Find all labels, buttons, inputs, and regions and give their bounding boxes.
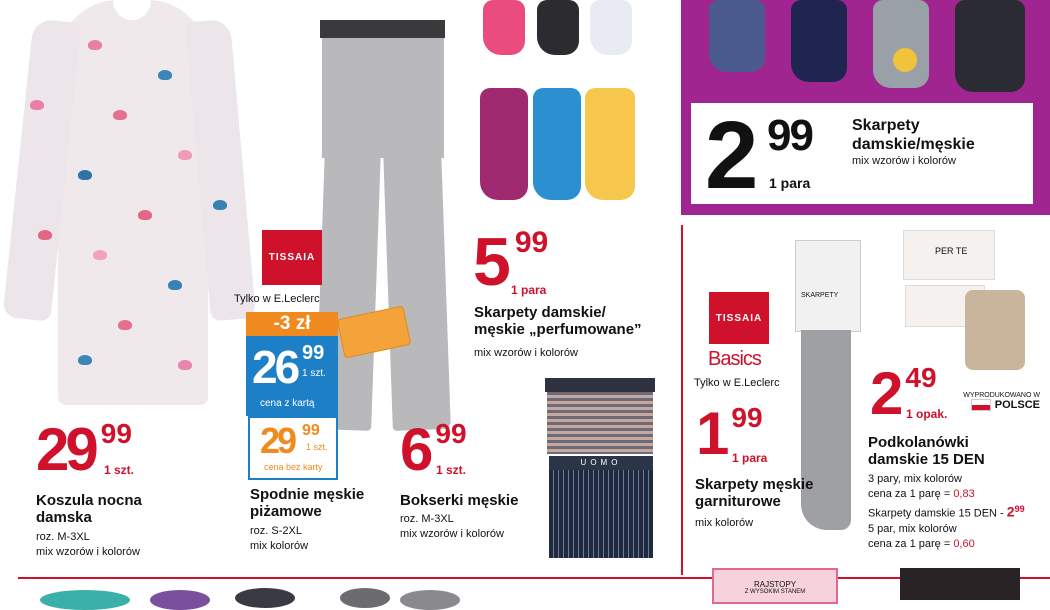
boxers-description: roz. M-3XL mix wzorów i kolorów xyxy=(400,513,504,540)
knee-highs-title: Podkolanówki damskie 15 DEN xyxy=(868,434,985,468)
tights-package-label-2: Z WYSOKIM STANEM xyxy=(744,589,806,595)
card-price-decimal: 99 xyxy=(302,342,325,364)
perfumed-socks-price xyxy=(473,224,563,300)
price-decimal: 99 xyxy=(767,111,812,160)
suit-socks-description: mix kolorów xyxy=(695,517,754,529)
card-price-box xyxy=(246,336,338,416)
woman-photo xyxy=(900,568,1020,600)
poland-flag-icon xyxy=(971,399,991,411)
price-integer: 6 xyxy=(400,416,430,483)
pajama-pants-description: roz. S-2XL mix kolorów xyxy=(250,525,309,552)
nightgown-description: roz. M-3XL mix wzorów i kolorów xyxy=(36,531,140,558)
perfumed-socks-description: mix wzorów i kolorów xyxy=(474,347,578,359)
divider-horizontal xyxy=(18,577,1050,579)
tissaia-logo: TISSAIA xyxy=(262,230,322,285)
promo-socks-description: mix wzorów i kolorów xyxy=(852,155,956,167)
knee-highs-description: 3 pary, mix kolorów cena za 1 parę = 0,83 Skarpety damskie 15 DEN - $2^{99}$ 5 par, mix kolorów cena za 1 parę = 0,60 xyxy=(868,473,1025,550)
tights-package xyxy=(712,568,838,604)
base-price-decimal: 99 xyxy=(302,422,320,439)
card-price-unit: 1 szt. xyxy=(302,368,326,379)
tissaia-basics-sub: Basics xyxy=(708,348,761,370)
price-integer: 1 xyxy=(696,400,726,467)
promo-socks-image xyxy=(709,0,1039,100)
boxers-title: Bokserki męskie xyxy=(400,492,519,509)
promo-socks-title: Skarpety damskie/męskie xyxy=(852,117,975,153)
boxers-band-label: UOMO xyxy=(549,456,653,470)
price-unit: 1 szt. xyxy=(104,463,135,477)
suit-socks-price xyxy=(696,400,786,468)
boxers-price xyxy=(400,416,490,483)
nightgown-image xyxy=(18,0,243,410)
price-decimal: 99 xyxy=(731,402,763,433)
price-tag-card xyxy=(246,312,338,478)
price-decimal: 99 xyxy=(435,418,467,449)
base-price-label: cena bez karty xyxy=(264,462,323,472)
only-at-leclerc: Tylko w E.Leclerc xyxy=(694,377,780,389)
price-unit: 1 szt. xyxy=(436,463,467,477)
price-integer: 29 xyxy=(36,416,95,483)
nightgown-price xyxy=(36,416,146,483)
promo-socks-price xyxy=(705,102,845,209)
price-decimal: 99 xyxy=(514,226,549,259)
knee-highs-price xyxy=(870,360,960,428)
bottom-products-strip xyxy=(0,580,1050,600)
suit-socks-title: Skarpety męskie garniturowe xyxy=(695,476,814,510)
price-decimal: 49 xyxy=(905,362,937,393)
discount-badge: -3 zł xyxy=(246,312,338,336)
made-in-country: POLSCE xyxy=(994,399,1040,411)
tissaia-basics-logo: TISSAIA xyxy=(709,292,769,344)
alt-price-integer: 2 xyxy=(1006,503,1015,520)
price-unit: 1 opak. xyxy=(906,407,948,421)
price-integer: 5 xyxy=(473,224,507,300)
price-unit: 1 para xyxy=(769,175,811,191)
price-unit: 1 para xyxy=(511,283,547,297)
alt-price-decimal: 99 xyxy=(1014,504,1025,514)
price-unit: 1 para xyxy=(732,451,768,465)
price-integer: 2 xyxy=(870,360,900,427)
knee-highs-image xyxy=(895,230,1035,370)
only-at-leclerc: Tylko w E.Leclerc xyxy=(234,293,320,305)
base-price-box xyxy=(248,416,338,480)
price-per-pair: 0,83 xyxy=(953,488,975,500)
made-in-poland-badge xyxy=(960,392,1040,411)
boxers-image xyxy=(545,378,655,558)
base-price-integer: 29 xyxy=(260,420,295,461)
perfumed-socks-image xyxy=(475,0,645,215)
tights-package-label-1: RAJSTOPY xyxy=(753,580,797,589)
perfumed-socks-title: Skarpety damskie/ męskie „perfumowane” xyxy=(474,304,642,338)
knee-highs-package-label: PER TE xyxy=(935,246,968,256)
made-in-label: WYPRODUKOWANO W xyxy=(963,392,1040,399)
card-price-integer: 26 xyxy=(252,341,298,393)
price-decimal: 99 xyxy=(100,418,132,449)
base-price-unit: 1 szt. xyxy=(306,442,328,452)
nightgown-title: Koszula nocna damska xyxy=(36,492,142,526)
suit-socks-package-label: SKARPETY xyxy=(801,292,839,299)
card-price-label: cena z kartą xyxy=(260,398,315,409)
divider-vertical xyxy=(681,225,683,575)
pajama-pants-title: Spodnie męskie piżamowe xyxy=(250,486,365,520)
price-integer: 2 xyxy=(705,102,759,209)
price-per-pair-alt: 0,60 xyxy=(953,537,975,550)
